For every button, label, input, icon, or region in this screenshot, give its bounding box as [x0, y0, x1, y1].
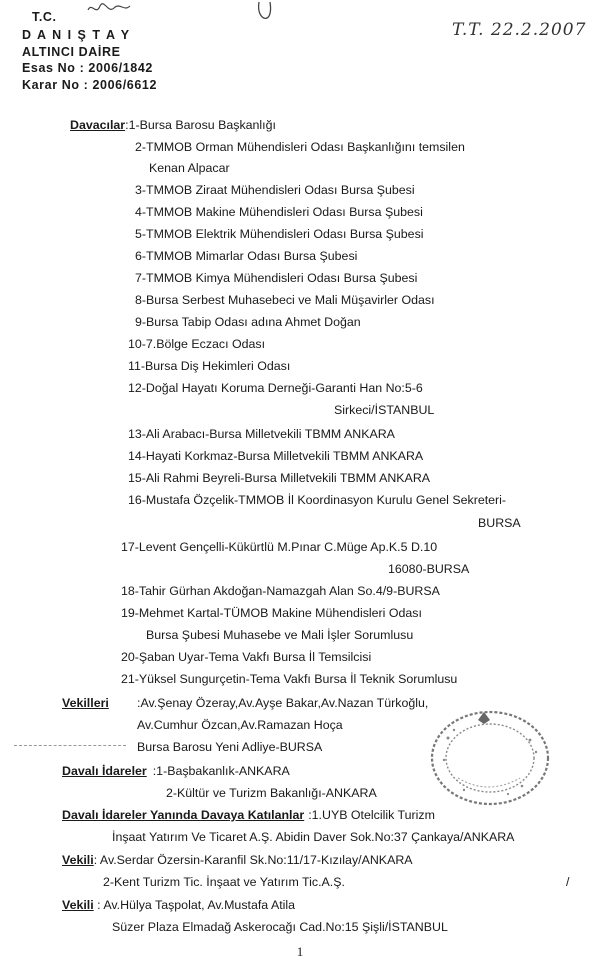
- plaintiff-line: 16-Mustafa Özçelik-TMMOB İl Koordinasyon Kurulu Genel Sekreteri-: [128, 493, 507, 507]
- defendant-1: :1-Başbakanlık-ANKARA: [152, 764, 290, 778]
- plaintiff-line: 6-TMMOB Mimarlar Odası Bursa Şubesi: [135, 249, 358, 263]
- dashed-line: [14, 745, 126, 746]
- intervenors-row: [62, 808, 435, 822]
- karar-number: Karar No : 2006/6612: [22, 78, 157, 92]
- plaintiff-line: 8-Bursa Serbest Muhasebeci ve Mali Müşavirler Odası: [135, 293, 435, 307]
- plaintiff-line: BURSA: [478, 516, 521, 530]
- plaintiff-line: 14-Hayati Korkmaz-Bursa Milletvekili TBMM ANKARA: [128, 449, 424, 463]
- defendant-2: 2-Kültür ve Turizm Bakanlığı-ANKARA: [166, 786, 377, 800]
- plaintiff-line: Kenan Alpacar: [149, 161, 230, 175]
- plaintiff-line: 10-7.Bölge Eczacı Odası: [128, 337, 266, 351]
- court-name: D A N I Ş T A Y: [22, 28, 131, 42]
- plaintiff-line: 13-Ali Arabacı-Bursa Milletvekili TBMM ANKARA: [128, 427, 395, 441]
- plaintiff-line: 4-TMMOB Makine Mühendisleri Odası Bursa Şubesi: [135, 205, 423, 219]
- attorney2-row: [62, 853, 413, 867]
- plaintiff-line: 21-Yüksel Sungurçetin-Tema Vakfı Bursa İl Teknik Sorumlusu: [121, 672, 458, 686]
- plaintiffs-row: [70, 118, 276, 132]
- attorney3-row: [62, 898, 295, 912]
- attorneys-line: :Av.Şenay Özeray,Av.Ayşe Bakar,Av.Nazan Türkoğlu,: [137, 696, 429, 710]
- intervenor-address: İnşaat Yatırım Ve Ticaret A.Ş. Abidin Daver Sok.No:37 Çankaya/ANKARA: [112, 830, 515, 844]
- defendants-label: Davalı İdareler: [62, 764, 147, 778]
- handwritten-scribble: [86, 0, 146, 20]
- plaintiff-1: :1-Bursa Barosu Başkanlığı: [125, 118, 276, 132]
- plaintiff-line: Sirkeci/İSTANBUL: [334, 403, 435, 417]
- attorney2-line: : Av.Serdar Özersin-Karanfil Sk.No:11/17-Kızılay/ANKARA: [93, 853, 413, 867]
- attorneys-label: Vekilleri: [62, 696, 109, 710]
- plaintiff-line: 18-Tahir Gürhan Akdoğan-Namazgah Alan So.4/9-BURSA: [121, 584, 440, 598]
- plaintiff-line: 17-Levent Gençelli-Kükürtlü M.Pınar C.Müge Ap.K.5 D.10: [121, 540, 438, 554]
- chamber-name: ALTINCI DAİRE: [22, 45, 121, 59]
- attorney3-address: Süzer Plaza Elmadağ Askerocağı Cad.No:15 Şişli/İSTANBUL: [112, 920, 448, 934]
- plaintiffs-label: Davacılar: [70, 118, 126, 132]
- plaintiff-line: 16080-BURSA: [388, 562, 470, 576]
- intervenor-2: 2-Kent Turizm Tic. İnşaat ve Yatırım Tic.A.Ş.: [103, 875, 345, 889]
- intervenor-1: :1.UYB Otelcilik Turizm: [308, 808, 435, 822]
- intervenors-label: Davalı İdareler Yanında Davaya Katılanlar: [62, 808, 305, 822]
- slash-mark: /: [566, 875, 570, 889]
- attorney3-label: Vekili: [62, 898, 94, 912]
- official-stamp-icon: [418, 698, 568, 808]
- attorney3-line: : Av.Hülya Taşpolat, Av.Mustafa Atila: [93, 898, 296, 912]
- defendants-row: [62, 764, 290, 778]
- plaintiff-line: 7-TMMOB Kimya Mühendisleri Odası Bursa Şubesi: [135, 271, 418, 285]
- plaintiff-line: 15-Ali Rahmi Beyreli-Bursa Milletvekili TBMM ANKARA: [128, 471, 431, 485]
- attorneys-line: Av.Cumhur Özcan,Av.Ramazan Hoça: [137, 718, 343, 732]
- plaintiff-line: 19-Mehmet Kartal-TÜMOB Makine Mühendisleri Odası: [121, 606, 422, 620]
- plaintiff-line: 20-Şaban Uyar-Tema Vakfı Bursa İl Temsilcisi: [121, 650, 372, 664]
- handwritten-mark: [255, 0, 275, 22]
- plaintiff-line: 3-TMMOB Ziraat Mühendisleri Odası Bursa Şubesi: [135, 183, 415, 197]
- plaintiff-line: 2-TMMOB Orman Mühendisleri Odası Başkanlığını temsilen: [135, 140, 465, 154]
- plaintiff-line: 9-Bursa Tabip Odası adına Ahmet Doğan: [135, 315, 361, 329]
- plaintiff-line: 5-TMMOB Elektrik Mühendisleri Odası Bursa Şubesi: [135, 227, 424, 241]
- plaintiff-line: 11-Bursa Diş Hekimleri Odası: [128, 359, 291, 373]
- esas-number: Esas No : 2006/1842: [22, 61, 153, 75]
- plaintiff-line: 12-Doğal Hayatı Koruma Derneği-Garanti Han No:5-6: [128, 381, 423, 395]
- attorneys-line: Bursa Barosu Yeni Adliye-BURSA: [137, 740, 323, 754]
- tc-heading: T.C.: [32, 10, 57, 24]
- plaintiff-line: Bursa Şubesi Muhasebe ve Mali İşler Sorumlusu: [146, 628, 414, 642]
- handwritten-date: T.T. 22.2.2007: [452, 20, 587, 40]
- attorney2-label: Vekili: [62, 853, 94, 867]
- page-number: 1: [296, 944, 304, 959]
